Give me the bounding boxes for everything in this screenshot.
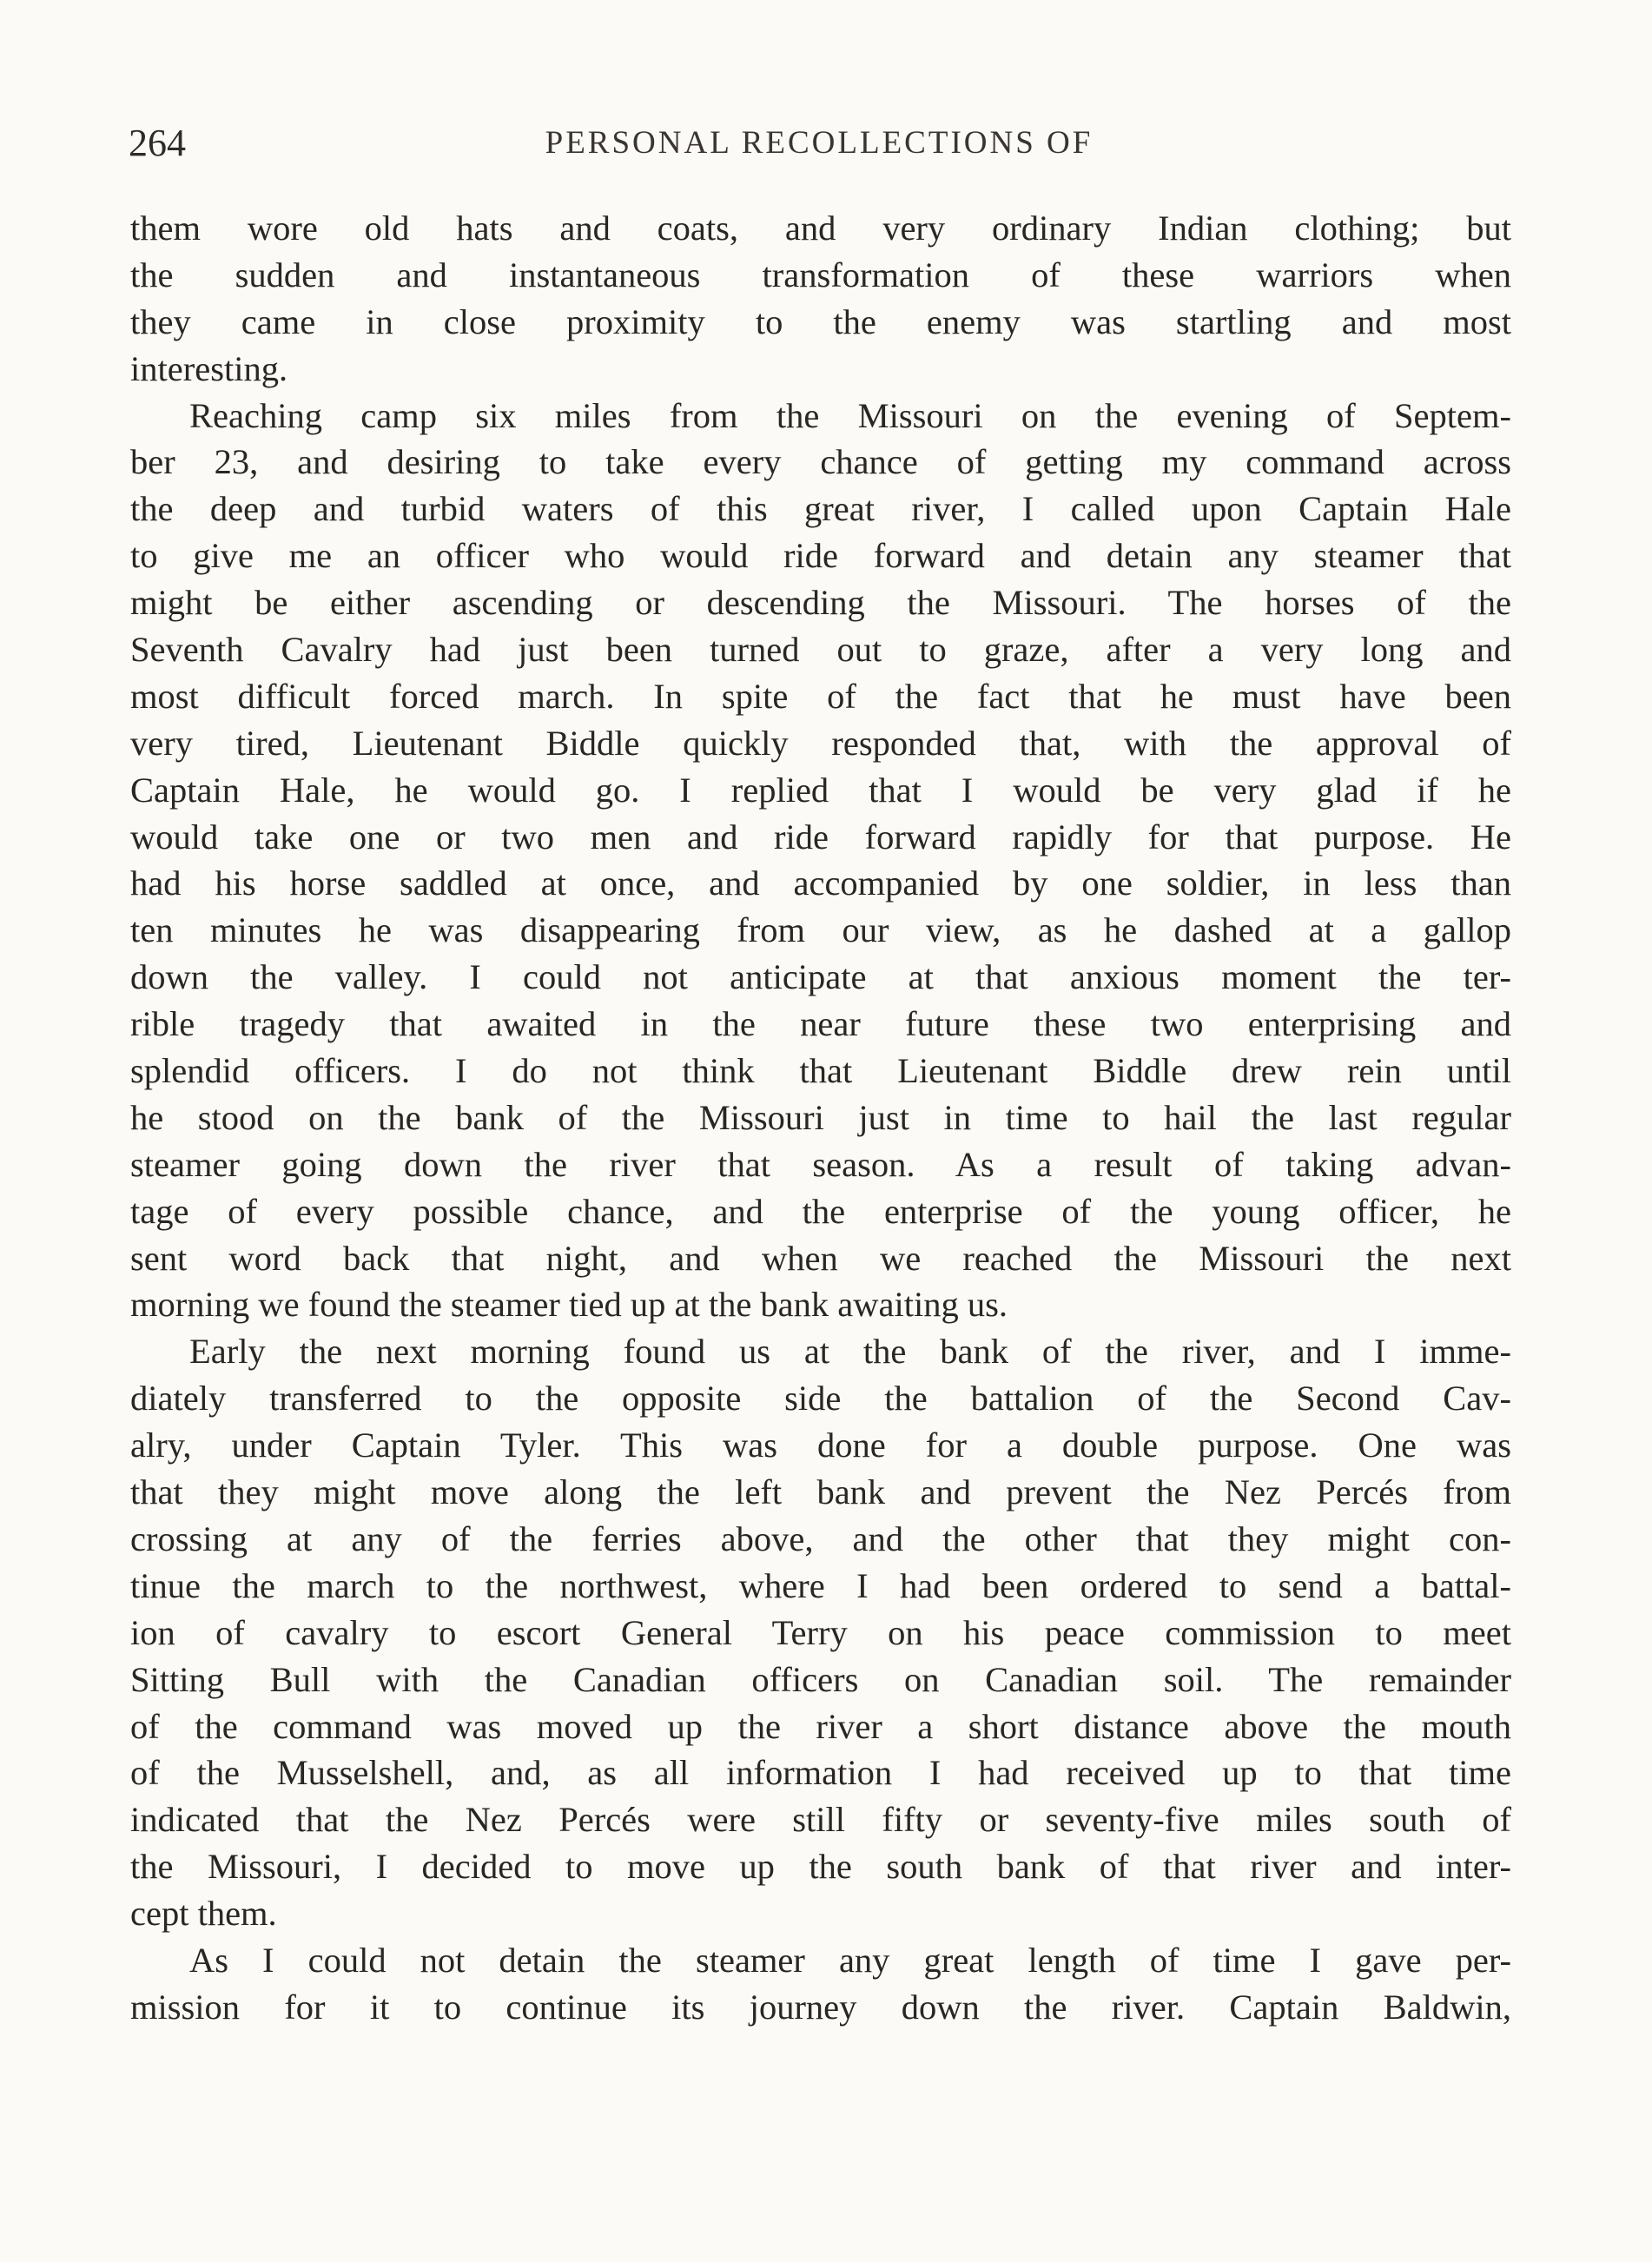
- text-line: would take one or two men and ride forward rapidly for that purpose. He: [130, 817, 1511, 857]
- text-line: the Missouri, I decided to move up the south bank of that river and inter-: [130, 1847, 1511, 1887]
- text-line: indicated that the Nez Percés were still fifty or seventy-five miles south of: [130, 1800, 1511, 1840]
- text-line: that they might move along the left bank and prevent the Nez Percés from: [130, 1472, 1511, 1512]
- body-text: [130, 205, 1511, 2031]
- text-line: had his horse saddled at once, and accompanied by one soldier, in less than: [130, 863, 1511, 903]
- text-line: very tired, Lieutenant Biddle quickly responded that, with the approval of: [130, 723, 1511, 763]
- text-line: tinue the march to the northwest, where I had been ordered to send a battal-: [130, 1565, 1511, 1605]
- text-line: the sudden and instantaneous transformation of these warriors when: [130, 255, 1511, 294]
- text-line: to give me an officer who would ride forward and detain any steamer that: [130, 536, 1511, 576]
- text-line: diately transferred to the opposite side the battalion of the Second Cav-: [130, 1379, 1511, 1419]
- text-line: alry, under Captain Tyler. This was done for a double purpose. One was: [130, 1425, 1511, 1465]
- text-line: splendid officers. I do not think that Lieutenant Biddle drew rein until: [130, 1051, 1511, 1091]
- text-line: them wore old hats and coats, and very ordinary Indian clothing; but: [130, 208, 1511, 248]
- text-line: ten minutes he was disappearing from our view, as he dashed at a gallop: [130, 910, 1511, 950]
- text-line: they came in close proximity to the enemy was startling and most: [130, 301, 1511, 341]
- paragraph-start-line: Early the next morning found us at the bank of the river, and I imme-: [189, 1332, 1511, 1372]
- text-line: Captain Hale, he would go. I replied that I would be very glad if he: [130, 770, 1511, 810]
- text-line: he stood on the bank of the Missouri just in time to hail the last regular: [130, 1097, 1511, 1137]
- text-line: of the Musselshell, and, as all information I had received up to that time: [130, 1753, 1511, 1793]
- text-line: down the valley. I could not anticipate at that anxious moment the ter-: [130, 957, 1511, 997]
- text-line: ion of cavalry to escort General Terry on his peace commission to meet: [130, 1612, 1511, 1652]
- text-line: morning we found the steamer tied up at the bank awaiting us.: [130, 1285, 1008, 1325]
- text-line: tage of every possible chance, and the enterprise of the young officer, he: [130, 1191, 1511, 1231]
- text-line: mission for it to continue its journey down the river. Captain Baldwin,: [130, 1987, 1511, 2027]
- page-header: [129, 117, 1510, 169]
- text-line: ber 23, and desiring to take every chance of getting my command across: [130, 442, 1511, 482]
- text-line: might be either ascending or descending the Missouri. The horses of the: [130, 583, 1511, 623]
- text-line: rible tragedy that awaited in the near future these two enterprising and: [130, 1004, 1511, 1044]
- text-line: Sitting Bull with the Canadian officers on Canadian soil. The remainder: [130, 1659, 1511, 1699]
- text-line: the deep and turbid waters of this great river, I called upon Captain Hale: [130, 489, 1511, 529]
- text-line: most difficult forced march. In spite of the fact that he must have been: [130, 676, 1511, 716]
- paragraph-start-line: Reaching camp six miles from the Missouri on the evening of Septem-: [189, 395, 1511, 435]
- text-line: crossing at any of the ferries above, and the other that they might con-: [130, 1518, 1511, 1558]
- text-line: sent word back that night, and when we reached the Missouri the next: [130, 1238, 1511, 1278]
- paragraph-start-line: As I could not detain the steamer any great length of time I gave per-: [189, 1940, 1511, 1980]
- text-line: Seventh Cavalry had just been turned out to graze, after a very long and: [130, 630, 1511, 670]
- text-line: steamer going down the river that season. As a result of taking advan-: [130, 1144, 1511, 1184]
- text-line: interesting.: [130, 348, 288, 388]
- text-line: cept them.: [130, 1894, 277, 1934]
- running-head: PERSONAL RECOLLECTIONS OF: [545, 125, 1094, 161]
- page-number: 264: [129, 122, 186, 164]
- text-line: of the command was moved up the river a short distance above the mouth: [130, 1706, 1511, 1746]
